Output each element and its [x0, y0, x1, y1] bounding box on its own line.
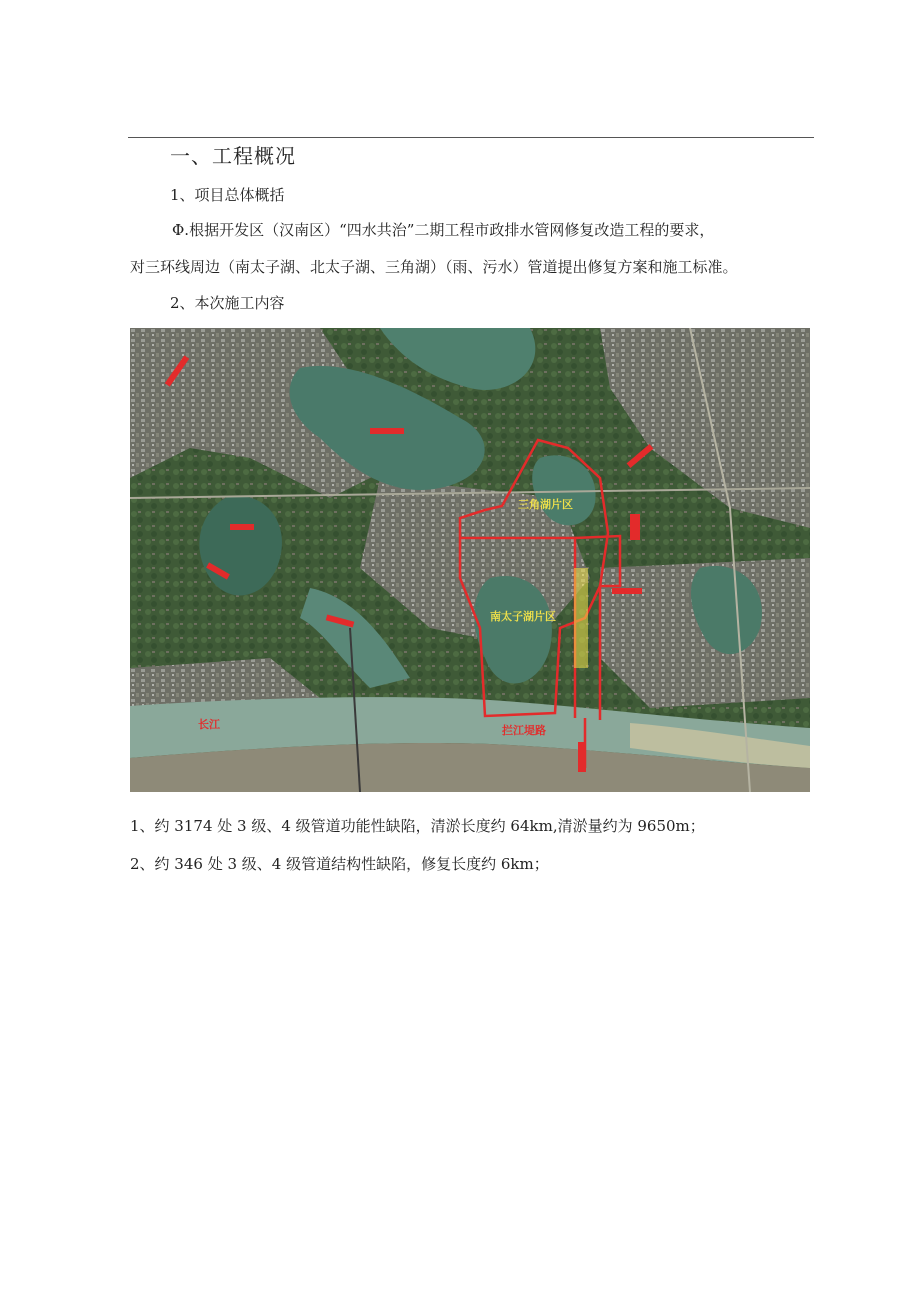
subsection-title-2: 2、本次施工内容 [170, 294, 285, 312]
road-label-mark-e1 [630, 514, 640, 540]
label-sanjiaohu: 三角湖片区 [518, 498, 573, 511]
label-changjiang: 长江 [198, 718, 220, 731]
list-item-2: 2、约 346 处 3 级、4 级管道结构性缺陷，修复长度约 6km； [130, 855, 549, 873]
road-label-mark-w1 [230, 524, 254, 530]
paragraph-line-2: 对三环线周边（南太子湖、北太子湖、三角湖）（雨、污水）管道提出修复方案和施工标准。 [130, 258, 738, 276]
list-item-1: 1、约 3174 处 3 级、4 级管道功能性缺陷，清淤长度约 64km,清淤量约为 9650m； [130, 817, 705, 835]
road-label-mark-e2 [612, 588, 642, 594]
label-lanjiang-dike: 拦江堤路 [502, 724, 546, 737]
paragraph-line-1: Φ.根据开发区（汉南区）“四水共治”二期工程市政排水管网修复改造工程的要求， [172, 221, 715, 239]
section-title: 一、工程概况 [170, 144, 296, 168]
subsection-title-1: 1、项目总体概括 [170, 186, 285, 204]
header-rule [128, 137, 814, 138]
label-nantaizihu: 南太子湖片区 [490, 610, 556, 623]
road-label-mark-lake [370, 428, 404, 434]
road-label-mark-s [578, 742, 586, 772]
road-label-mark-yellow [574, 568, 588, 668]
satellite-map [130, 328, 810, 792]
